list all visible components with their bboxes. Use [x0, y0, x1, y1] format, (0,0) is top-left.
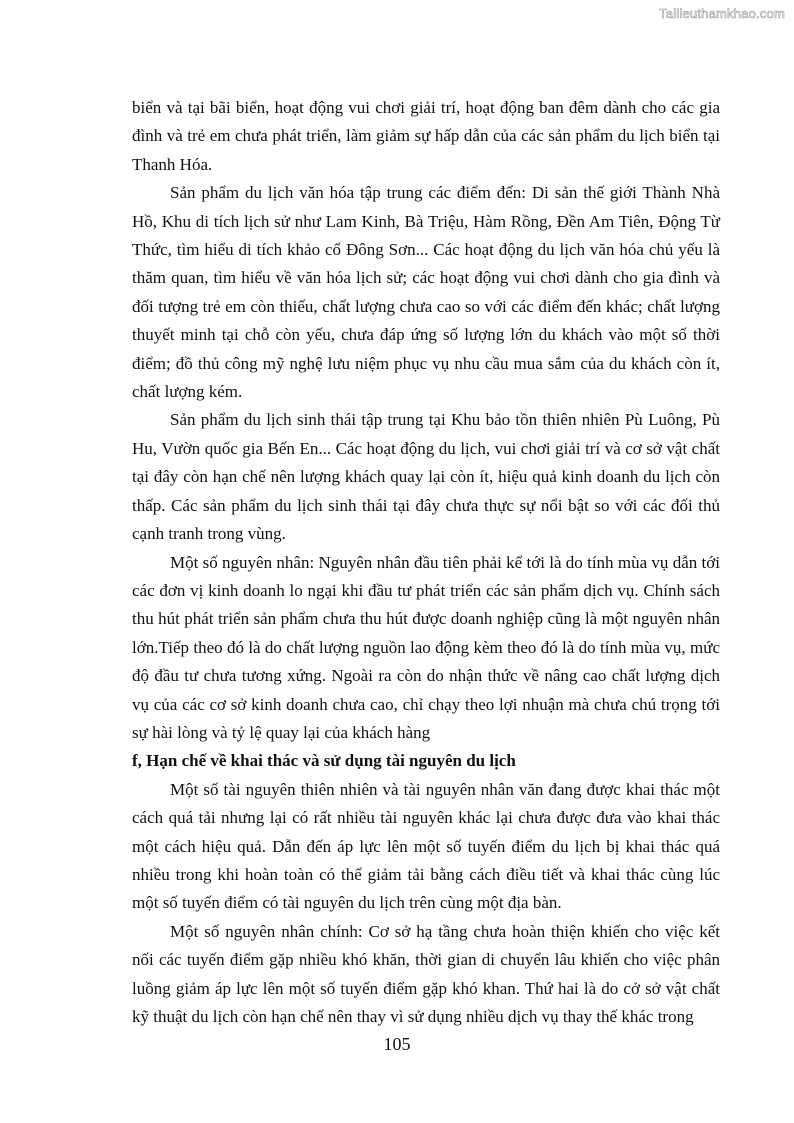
paragraph-cultural-tourism: Sản phẩm du lịch văn hóa tập trung các điểm đến: Di sản thế giới Thành Nhà Hồ, Khu di tích lịch sử như Lam Kinh, Bà Triệu, Hàm Rồng, Đền Am Tiên, Động Từ Thức, tìm hiểu di tích khảo cổ Đông Sơn... Các hoạt động du lịch văn hóa chủ yếu là thăm quan, tìm hiểu về văn hóa lịch sử; các hoạt động vui chơi dành cho gia đình và đối tượng trẻ em còn thiếu, chất lượng chưa cao so với các điểm đến khác; chất lượng thuyết minh tại chỗ còn yếu, chưa đáp ứng số lượng lớn du khách vào một số thời điểm; đồ thủ công mỹ nghệ lưu niệm phục vụ nhu cầu mua sắm của du khách còn ít, chất lượng kém.	[132, 183, 720, 402]
paragraph-continuation: biển và tại bãi biển, hoạt động vui chơi giải trí, hoạt động ban đêm dành cho các gia đình và trẻ em chưa phát triển, làm giảm sự hấp dẫn của các sản phẩm du lịch biển tại Thanh Hóa.	[132, 98, 720, 174]
paragraph-resource-exploitation: Một số tài nguyên thiên nhiên và tài nguyên nhân văn đang được khai thác một cách quá tải nhưng lại có rất nhiều tài nguyên khác lại chưa được đưa vào khai thác một cách hiệu quả. Dẫn đến áp lực lên một số tuyến điểm du lịch bị khai thác quá nhiều trong khi hoàn toàn có thể giảm tải bằng cách điều tiết và khai thác cùng lúc một số tuyến điểm có tài nguyên du lịch trên cùng một địa bàn.	[132, 779, 720, 913]
page-number: 105	[383, 1034, 411, 1054]
paragraph-causes: Một số nguyên nhân: Nguyên nhân đầu tiên phải kể tới là do tính mùa vụ dẫn tới các đơn vị kinh doanh lo ngại khi đầu tư phát triển các sản phẩm dịch vụ. Chính sách thu hút phát triển sản phẩm chưa thu hút được doanh nghiệp cũng là một nguyên nhân lớn.Tiếp theo đó là do chất lượng nguồn lao động kèm theo đó là do tính mùa vụ, mức độ đầu tư chưa tương xứng. Ngoài ra còn do nhận thức về nâng cao chất lượng dịch vụ của các cơ sở kinh doanh chưa cao, chỉ chạy theo lợi nhuận mà chưa chú trọng tới sự hài lòng và tỷ lệ quay lại của khách hàng	[132, 552, 720, 742]
watermark-text: Tailieuthamkhao.com	[659, 6, 785, 21]
paragraph-eco-tourism: Sản phẩm du lịch sinh thái tập trung tại Khu bảo tồn thiên nhiên Pù Luông, Pù Hu, Vườn quốc gia Bến En... Các hoạt động du lịch, vui chơi giải trí và cơ sở vật chất tại đây còn hạn chế nên lượng khách quay lại còn ít, hiệu quả kinh doanh du lịch còn thấp. Các sản phẩm du lịch sinh thái tại đây chưa thực sự nổi bật so với các đối thủ cạnh tranh trong vùng.	[132, 410, 720, 544]
document-body	[132, 94, 720, 1031]
section-heading: f, Hạn chế về khai thác và sử dụng tài nguyên du lịch	[132, 751, 516, 771]
paragraph-main-causes: Một số nguyên nhân chính: Cơ sở hạ tầng chưa hoàn thiện khiến cho việc kết nối các tuyến điểm gặp nhiều khó khăn, thời gian di chuyển lâu khiến cho việc phân luồng giảm áp lực lên một số tuyến điểm gặp khó khan. Thứ hai là do cở sở vật chất kỹ thuật du lịch còn hạn chế nên thay vì sử dụng nhiều dịch vụ thay thế khác trong	[132, 921, 720, 1026]
